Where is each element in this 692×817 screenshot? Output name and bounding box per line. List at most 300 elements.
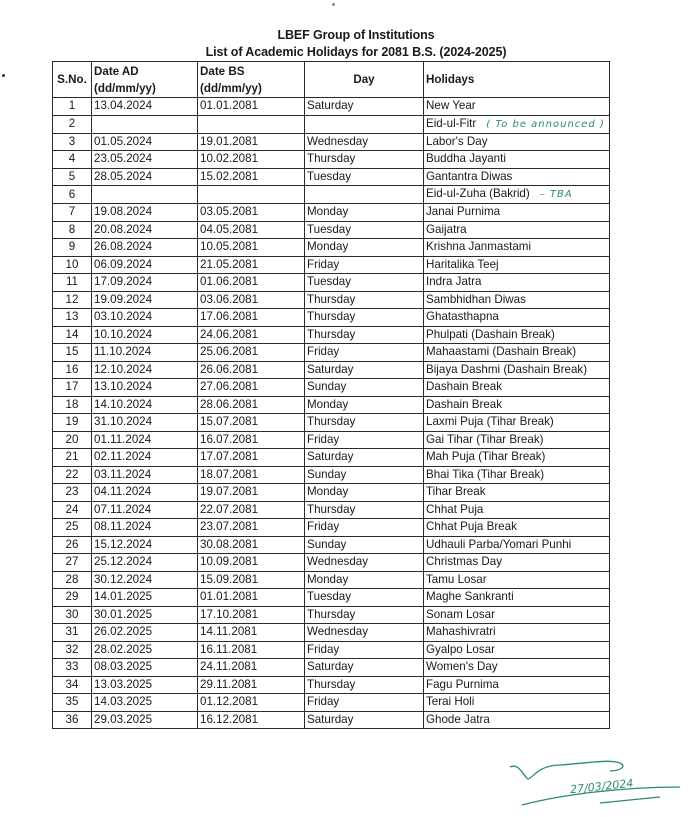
cell-date-bs-text: 15.02.2081 — [200, 169, 259, 183]
cell-holiday-text: Gaijatra — [426, 222, 467, 236]
cell-date-ad — [92, 291, 198, 309]
cell-day — [305, 168, 424, 186]
cell-day-text: Saturday — [307, 99, 354, 113]
cell-date-bs — [198, 484, 305, 502]
cell-day-text: Thursday — [307, 415, 356, 429]
table-row — [53, 606, 610, 624]
cell-day — [305, 501, 424, 519]
table-row — [53, 186, 610, 204]
cell-date-bs — [198, 344, 305, 362]
cell-date-bs — [198, 239, 305, 257]
col-header-date-bs-label: Date BS — [200, 64, 245, 78]
cell-date-ad-text: 12.10.2024 — [94, 362, 153, 376]
cell-date-bs — [198, 466, 305, 484]
cell-day-text: Saturday — [307, 450, 354, 464]
cell-day-text: Monday — [307, 397, 349, 411]
cell-day — [305, 291, 424, 309]
table-row — [53, 98, 610, 116]
holiday-table — [52, 61, 610, 729]
cell-date-ad — [92, 326, 198, 344]
cell-sno-text: 9 — [68, 240, 76, 254]
cell-date-ad — [92, 274, 198, 292]
cell-date-bs-text: 03.05.2081 — [200, 205, 259, 219]
cell-date-ad — [92, 361, 198, 379]
cell-date-ad-text: 26.08.2024 — [94, 240, 153, 254]
cell-holiday — [424, 98, 610, 116]
cell-sno — [53, 256, 92, 274]
cell-date-bs-text: 01.12.2081 — [200, 695, 259, 709]
cell-sno — [53, 361, 92, 379]
cell-holiday-text: Gai Tihar (Tihar Break) — [426, 432, 544, 446]
cell-sno — [53, 641, 92, 659]
cell-holiday — [424, 344, 610, 362]
table-row — [53, 466, 610, 484]
cell-day-text: Friday — [307, 257, 340, 271]
scan-speck — [332, 3, 335, 6]
cell-sno — [53, 466, 92, 484]
cell-sno-text: 13 — [65, 310, 79, 324]
cell-day-text: Saturday — [307, 712, 354, 726]
table-row — [53, 554, 610, 572]
cell-day — [305, 449, 424, 467]
cell-day — [305, 151, 424, 169]
cell-holiday-text: Krishna Janmastami — [426, 240, 532, 254]
cell-holiday-text: Maghe Sankranti — [426, 590, 514, 604]
table-row — [53, 115, 610, 133]
cell-sno-text: 30 — [65, 607, 79, 621]
cell-date-ad-text: 30.12.2024 — [94, 572, 153, 586]
table-row — [53, 396, 610, 414]
cell-date-ad — [92, 501, 198, 519]
cell-day-text: Tuesday — [307, 590, 352, 604]
cell-date-ad-text: 26.02.2025 — [94, 625, 153, 639]
cell-day — [305, 536, 424, 554]
col-header-date-ad-label: Date AD — [94, 64, 139, 78]
cell-day-text: Tuesday — [307, 222, 352, 236]
cell-date-bs — [198, 554, 305, 572]
table-row — [53, 344, 610, 362]
cell-day-text: Monday — [307, 240, 349, 254]
table-row — [53, 326, 610, 344]
cell-date-bs — [198, 694, 305, 712]
cell-date-bs-text: 22.07.2081 — [200, 502, 259, 516]
cell-day — [305, 606, 424, 624]
cell-day-text: Tuesday — [307, 169, 352, 183]
cell-sno — [53, 571, 92, 589]
cell-date-bs-text: 24.11.2081 — [200, 660, 258, 674]
cell-date-ad-text: 14.10.2024 — [94, 397, 153, 411]
cell-sno — [53, 606, 92, 624]
cell-date-bs-text: 16.12.2081 — [200, 712, 259, 726]
cell-sno — [53, 501, 92, 519]
col-header-date-ad — [92, 62, 198, 98]
cell-date-bs — [198, 606, 305, 624]
cell-holiday-text: Sambhidhan Diwas — [426, 292, 526, 306]
cell-date-bs — [198, 133, 305, 151]
cell-day-text: Friday — [307, 432, 340, 446]
cell-holiday-text: Haritalika Teej — [426, 257, 499, 271]
cell-sno — [53, 536, 92, 554]
cell-sno — [53, 239, 92, 257]
cell-date-ad — [92, 554, 198, 572]
cell-holiday-text: New Year — [426, 99, 476, 113]
cell-holiday-text: Terai Holi — [426, 695, 475, 709]
cell-holiday — [424, 449, 610, 467]
cell-date-bs — [198, 291, 305, 309]
cell-date-ad — [92, 606, 198, 624]
table-row — [53, 676, 610, 694]
cell-holiday-text: Gyalpo Losar — [426, 642, 495, 656]
table-row — [53, 536, 610, 554]
cell-day — [305, 344, 424, 362]
cell-date-ad — [92, 133, 198, 151]
cell-day-text: Friday — [307, 345, 340, 359]
cell-date-bs — [198, 659, 305, 677]
cell-sno — [53, 431, 92, 449]
cell-date-bs-text: 23.07.2081 — [200, 520, 259, 534]
cell-day-text: Monday — [307, 572, 349, 586]
cell-date-ad — [92, 624, 198, 642]
cell-sno-text: 3 — [68, 134, 76, 148]
cell-date-ad-text: 29.03.2025 — [94, 712, 153, 726]
cell-date-bs — [198, 449, 305, 467]
cell-holiday-text: Mah Puja (Tihar Break) — [426, 450, 546, 464]
cell-day-text: Sunday — [307, 467, 347, 481]
cell-holiday-text: Janai Purnima — [426, 205, 501, 219]
cell-day — [305, 326, 424, 344]
cell-sno-text: 17 — [65, 380, 79, 394]
cell-date-bs — [198, 624, 305, 642]
cell-date-ad-text: 03.10.2024 — [94, 310, 153, 324]
cell-sno-text: 21 — [65, 450, 79, 464]
table-row — [53, 379, 610, 397]
cell-sno — [53, 274, 92, 292]
cell-day — [305, 361, 424, 379]
cell-date-ad — [92, 396, 198, 414]
cell-day — [305, 694, 424, 712]
cell-holiday — [424, 291, 610, 309]
cell-date-ad-text: 11.10.2024 — [94, 345, 152, 359]
cell-date-bs — [198, 274, 305, 292]
cell-holiday-text: Sonam Losar — [426, 607, 495, 621]
cell-holiday — [424, 554, 610, 572]
cell-date-bs-text: 10.05.2081 — [200, 240, 259, 254]
cell-holiday — [424, 519, 610, 537]
cell-holiday — [424, 484, 610, 502]
cell-day — [305, 519, 424, 537]
table-row — [53, 414, 610, 432]
cell-date-bs-text: 27.06.2081 — [200, 380, 259, 394]
cell-sno — [53, 589, 92, 607]
table-row — [53, 239, 610, 257]
cell-holiday-text: Bhai Tika (Tihar Break) — [426, 467, 545, 481]
cell-holiday-text: Tamu Losar — [426, 572, 487, 586]
cell-holiday — [424, 133, 610, 151]
cell-date-ad-text: 23.05.2024 — [94, 152, 153, 166]
table-row — [53, 168, 610, 186]
cell-holiday-text: Dashain Break — [426, 380, 503, 394]
cell-date-bs — [198, 414, 305, 432]
cell-day — [305, 186, 424, 204]
cell-holiday-text: Ghatasthapna — [426, 310, 499, 324]
cell-sno-text: 31 — [65, 625, 79, 639]
cell-holiday-text: Fagu Purnima — [426, 677, 499, 691]
table-row — [53, 501, 610, 519]
col-header-day: Day — [305, 62, 424, 98]
cell-holiday — [424, 694, 610, 712]
cell-holiday-text: Mahashivratri — [426, 625, 496, 639]
table-row — [53, 571, 610, 589]
cell-date-ad-text: 04.11.2024 — [94, 485, 152, 499]
table-row — [53, 659, 610, 677]
cell-day-text: Friday — [307, 520, 340, 534]
cell-day — [305, 659, 424, 677]
cell-date-bs — [198, 536, 305, 554]
cell-holiday — [424, 274, 610, 292]
cell-date-ad-text: 17.09.2024 — [94, 275, 153, 289]
cell-date-bs — [198, 589, 305, 607]
cell-date-bs-text: 03.06.2081 — [200, 292, 259, 306]
cell-date-bs — [198, 168, 305, 186]
cell-date-bs — [198, 641, 305, 659]
cell-holiday — [424, 624, 610, 642]
cell-sno — [53, 204, 92, 222]
cell-day-text: Wednesday — [307, 555, 369, 569]
col-header-sno: S.No. — [53, 62, 92, 98]
cell-date-ad — [92, 641, 198, 659]
cell-holiday-text: Gantantra Diwas — [426, 169, 513, 183]
cell-date-ad-text: 15.12.2024 — [94, 537, 153, 551]
cell-date-ad — [92, 676, 198, 694]
cell-date-ad-text: 13.10.2024 — [94, 380, 153, 394]
cell-day-text: Tuesday — [307, 275, 352, 289]
cell-sno — [53, 519, 92, 537]
cell-date-bs — [198, 431, 305, 449]
cell-sno — [53, 414, 92, 432]
table-row — [53, 221, 610, 239]
cell-date-ad — [92, 431, 198, 449]
cell-day-text: Thursday — [307, 607, 356, 621]
cell-holiday — [424, 536, 610, 554]
cell-date-bs-text: 19.01.2081 — [200, 134, 259, 148]
cell-day-text: Thursday — [307, 502, 356, 516]
cell-date-bs-text: 01.06.2081 — [200, 275, 259, 289]
cell-date-bs — [198, 571, 305, 589]
cell-holiday — [424, 221, 610, 239]
cell-holiday — [424, 168, 610, 186]
cell-day-text: Sunday — [307, 380, 347, 394]
cell-day — [305, 379, 424, 397]
cell-sno-text: 18 — [65, 397, 79, 411]
table-row — [53, 641, 610, 659]
cell-day — [305, 221, 424, 239]
cell-date-ad — [92, 379, 198, 397]
cell-date-ad — [92, 571, 198, 589]
cell-date-bs — [198, 361, 305, 379]
cell-sno — [53, 676, 92, 694]
cell-sno — [53, 624, 92, 642]
handwritten-note: – TBA — [539, 189, 573, 200]
cell-date-ad — [92, 694, 198, 712]
cell-holiday-text: Bijaya Dashmi (Dashain Break) — [426, 362, 588, 376]
cell-holiday-text: Dashain Break — [426, 397, 503, 411]
cell-date-bs — [198, 711, 305, 729]
cell-date-bs-text: 16.11.2081 — [200, 642, 258, 656]
cell-date-ad-text: 14.03.2025 — [94, 695, 153, 709]
cell-date-bs-text: 26.06.2081 — [200, 362, 259, 376]
cell-sno-text: 5 — [68, 169, 76, 183]
cell-sno-text: 8 — [68, 222, 76, 236]
cell-date-ad-text: 25.12.2024 — [94, 555, 153, 569]
table-row — [53, 274, 610, 292]
cell-date-ad-text: 07.11.2024 — [94, 502, 152, 516]
col-header-date-bs-format: (dd/mm/yy) — [200, 81, 262, 95]
cell-sno-text: 19 — [65, 415, 79, 429]
table-row — [53, 694, 610, 712]
cell-sno — [53, 449, 92, 467]
cell-date-ad — [92, 659, 198, 677]
cell-sno-text: 15 — [65, 345, 79, 359]
cell-day — [305, 589, 424, 607]
col-header-date-ad-format: (dd/mm/yy) — [94, 81, 156, 95]
cell-holiday — [424, 676, 610, 694]
cell-date-ad — [92, 414, 198, 432]
cell-date-ad-text: 13.04.2024 — [94, 99, 153, 113]
cell-date-bs — [198, 204, 305, 222]
cell-holiday-text: Chhat Puja — [426, 502, 484, 516]
cell-holiday — [424, 711, 610, 729]
cell-date-ad — [92, 484, 198, 502]
cell-day — [305, 431, 424, 449]
cell-holiday-text: Labor's Day — [426, 134, 488, 148]
cell-date-bs-text: 16.07.2081 — [200, 432, 259, 446]
table-row — [53, 291, 610, 309]
cell-date-ad-text: 08.11.2024 — [94, 520, 152, 534]
cell-date-bs-text: 14.11.2081 — [200, 625, 258, 639]
cell-day — [305, 115, 424, 133]
cell-sno — [53, 711, 92, 729]
cell-date-ad-text: 14.01.2025 — [94, 590, 153, 604]
table-header-row — [53, 62, 610, 98]
cell-date-ad — [92, 115, 198, 133]
cell-date-ad — [92, 239, 198, 257]
cell-date-ad-text: 20.08.2024 — [94, 222, 153, 236]
cell-date-ad-text: 30.01.2025 — [94, 607, 153, 621]
cell-date-bs — [198, 115, 305, 133]
cell-day — [305, 466, 424, 484]
cell-date-ad — [92, 186, 198, 204]
cell-day — [305, 571, 424, 589]
cell-holiday-text: Buddha Jayanti — [426, 152, 506, 166]
cell-sno — [53, 115, 92, 133]
cell-holiday-text: Ghode Jatra — [426, 712, 490, 726]
cell-date-ad — [92, 711, 198, 729]
cell-day-text: Thursday — [307, 327, 356, 341]
cell-date-ad — [92, 309, 198, 327]
cell-date-bs-text: 19.07.2081 — [200, 485, 259, 499]
cell-day — [305, 554, 424, 572]
cell-day — [305, 133, 424, 151]
cell-date-bs-text: 17.06.2081 — [200, 310, 259, 324]
cell-holiday — [424, 361, 610, 379]
cell-holiday — [424, 414, 610, 432]
cell-date-bs-text: 25.06.2081 — [200, 345, 259, 359]
document-subtitle: List of Academic Holidays for 2081 B.S. (2024-2025) — [205, 45, 507, 59]
cell-date-bs — [198, 676, 305, 694]
cell-sno — [53, 326, 92, 344]
table-row — [53, 449, 610, 467]
cell-sno-text: 25 — [65, 520, 79, 534]
cell-day-text: Saturday — [307, 362, 354, 376]
cell-date-bs-text: 10.09.2081 — [200, 555, 259, 569]
cell-day — [305, 204, 424, 222]
cell-sno — [53, 133, 92, 151]
cell-day — [305, 256, 424, 274]
cell-holiday-text: Tihar Break — [426, 485, 486, 499]
table-row — [53, 151, 610, 169]
table-row — [53, 133, 610, 151]
cell-date-bs-text: 28.06.2081 — [200, 397, 259, 411]
cell-sno-text: 1 — [68, 99, 76, 113]
cell-date-ad — [92, 589, 198, 607]
cell-holiday-text: Women's Day — [426, 660, 498, 674]
cell-sno — [53, 168, 92, 186]
cell-sno — [53, 151, 92, 169]
cell-date-ad — [92, 466, 198, 484]
cell-sno-text: 14 — [65, 327, 79, 341]
cell-date-ad — [92, 536, 198, 554]
cell-holiday — [424, 309, 610, 327]
cell-sno-text: 36 — [65, 712, 79, 726]
cell-day-text: Saturday — [307, 660, 354, 674]
cell-day-text: Thursday — [307, 310, 356, 324]
cell-date-ad-text: 10.10.2024 — [94, 327, 153, 341]
cell-sno-text: 7 — [68, 205, 76, 219]
cell-sno-text: 22 — [65, 467, 79, 481]
cell-date-ad-text: 19.09.2024 — [94, 292, 153, 306]
cell-date-ad-text: 31.10.2024 — [94, 415, 153, 429]
cell-day — [305, 484, 424, 502]
cell-holiday-text: Udhauli Parba/Yomari Punhi — [426, 537, 572, 551]
cell-sno-text: 23 — [65, 485, 79, 499]
cell-holiday — [424, 501, 610, 519]
cell-sno — [53, 659, 92, 677]
cell-holiday — [424, 606, 610, 624]
cell-sno — [53, 344, 92, 362]
cell-date-ad-text: 01.11.2024 — [94, 432, 152, 446]
cell-date-ad-text: 01.05.2024 — [94, 134, 153, 148]
cell-day — [305, 309, 424, 327]
cell-date-bs-text: 17.07.2081 — [200, 450, 259, 464]
cell-date-bs-text: 15.07.2081 — [200, 415, 259, 429]
cell-sno-text: 33 — [65, 660, 79, 674]
cell-date-ad-text: 19.08.2024 — [94, 205, 153, 219]
cell-day — [305, 624, 424, 642]
cell-date-bs — [198, 186, 305, 204]
cell-day-text: Wednesday — [307, 134, 369, 148]
cell-sno-text: 32 — [65, 642, 79, 656]
cell-date-bs-text: 29.11.2081 — [200, 677, 258, 691]
cell-sno-text: 2 — [68, 117, 76, 130]
cell-holiday — [424, 589, 610, 607]
table-row — [53, 361, 610, 379]
cell-date-bs-text: 15.09.2081 — [200, 572, 259, 586]
cell-sno — [53, 379, 92, 397]
cell-date-ad — [92, 168, 198, 186]
cell-holiday-text: Chhat Puja Break — [426, 520, 517, 534]
cell-day-text: Thursday — [307, 677, 356, 691]
cell-date-ad — [92, 98, 198, 116]
